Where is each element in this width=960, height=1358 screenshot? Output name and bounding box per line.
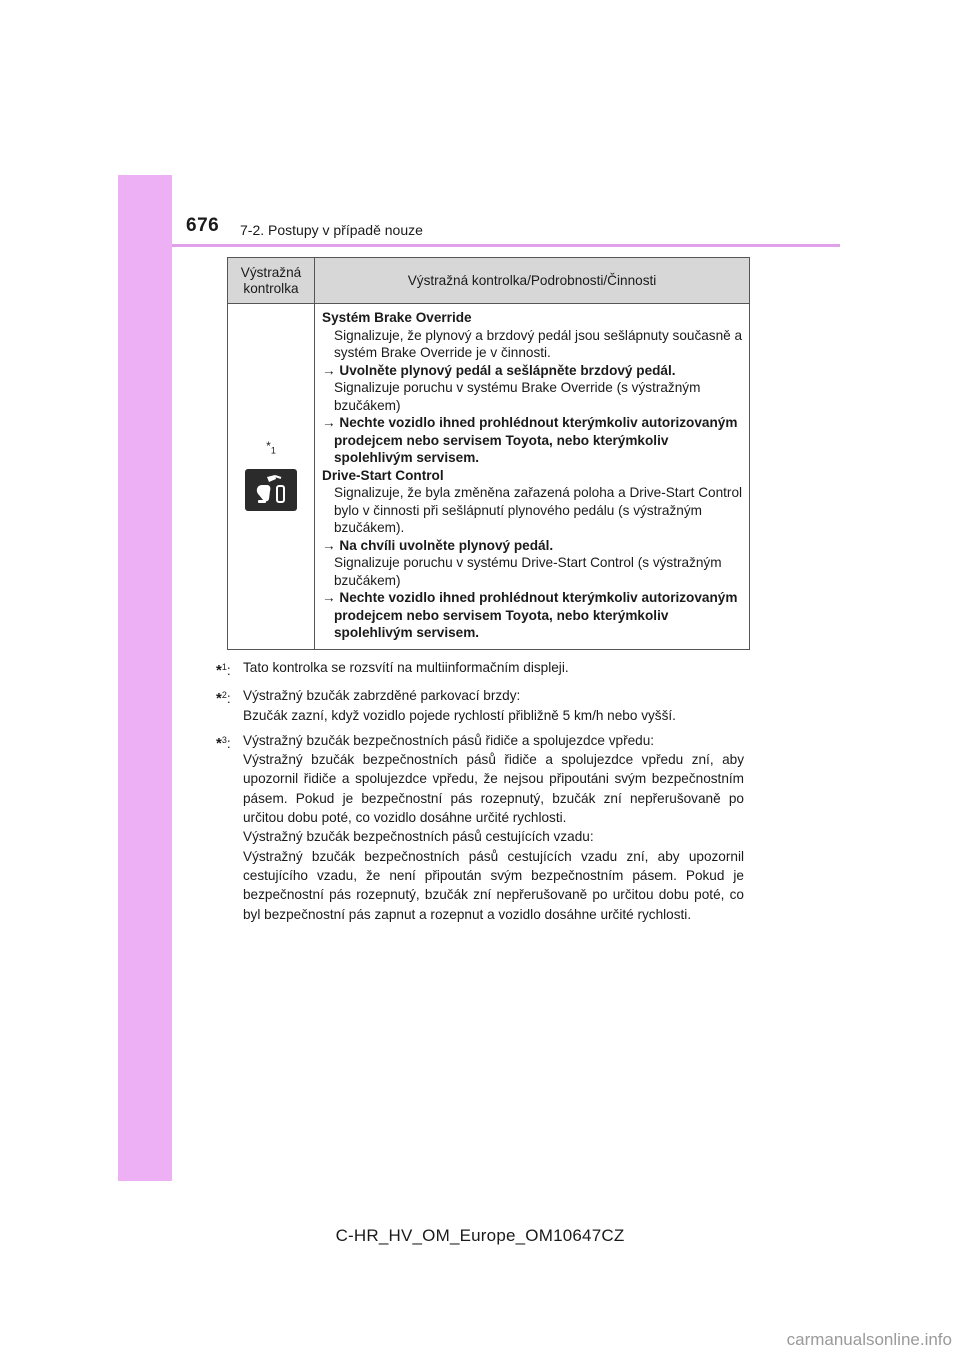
column-header-details: Výstražná kontrolka/Podrobnosti/Činnosti: [315, 258, 750, 304]
footnote-text: Výstražný bzučák bezpečnostních pásů cestujících vzadu zní, aby upozornil cestujícího vzadu, že není připoután svým bezpečnostním pásem. Pokud je bezpečnostní pás rozepnutý, bzučák zní nepřerušovaně po určitou dobu poté, co byl bezpečnostní pás zapnut a rozepnut a vozidlo dosáhne určité rychlosti.: [243, 848, 744, 922]
brake-override-warning-icon: [245, 469, 297, 511]
header-rule: [172, 244, 840, 247]
details-cell: [315, 304, 750, 650]
footnote-text: Tato kontrolka se rozsvítí na multiinformačním displeji.: [243, 660, 569, 675]
block-text: Signalizuje, že byla změněna zařazená poloha a Drive-Start Control bylo v činnosti při sešlápnutí plynového pedálu (s výstražným bzučákem).: [334, 485, 743, 535]
section-title: 7-2. Postupy v případě nouze: [240, 222, 423, 238]
warning-light-cell: [228, 304, 315, 650]
footnotes: [216, 658, 744, 930]
footnote-2: *$^2$: Výstražný bzučák zabrzděné parkovací brzdy: Bzučák zazní, když vozidlo pojede rychlostí přibližně 5 km/h nebo vyšší.: [216, 686, 744, 725]
block-title-drive-start-control: Drive-Start Control: [322, 467, 444, 483]
column-header-light: Výstražná kontrolka: [228, 258, 315, 304]
document-code: C-HR_HV_OM_Europe_OM10647CZ: [335, 1226, 625, 1245]
block-text: Signalizuje poruchu v systému Drive-Start Control (s výstražným bzučákem): [334, 555, 722, 588]
icon-footnote-ref: $*_1$: [266, 438, 276, 455]
page-number: 676: [186, 215, 220, 236]
footnote-text: Výstražný bzučák zabrzděné parkovací brzdy:: [243, 688, 521, 704]
warning-light-table: [227, 257, 750, 650]
block-title-brake-override: Systém Brake Override: [322, 310, 472, 325]
action-line: → Na chvíli uvolněte plynový pedál.: [322, 537, 554, 553]
action-line: → Nechte vozidlo ihned prohlédnout kterýmkoliv autorizovaným prodejcem nebo servisem Toyota, nebo kterýmkoliv spolehlivým servisem.: [322, 415, 738, 465]
table-row: [228, 304, 750, 650]
footnote-text: Výstražný bzučák bezpečnostních pásů cestujících vzadu:: [243, 829, 594, 845]
side-color-band: [118, 175, 172, 1181]
action-line: → Uvolněte plynový pedál a sešlápněte brzdový pedál.: [322, 362, 676, 378]
footnote-text: Výstražný bzučák bezpečnostních pásů řidiče a spolujezdce vpředu:: [243, 732, 655, 748]
watermark: carmanualsonline.info: [786, 1330, 952, 1349]
block-text: Signalizuje poruchu v systému Brake Override (s výstražným bzučákem): [334, 380, 701, 413]
footnote-text: Bzučák zazní, když vozidlo pojede rychlostí přibližně 5 km/h nebo vyšší.: [243, 707, 676, 723]
footnote-3: *$^3$: Výstražný bzučák bezpečnostních pásů řidiče a spolujezdce vpředu: Výstražný bzučák bezpečnostních pásů řidiče a spolujezdce vpředu zní, aby upozornil řidiče a spolujezdce vpředu, že nejsou připoutáni svým bezpečnostním pásem. Pokud je bezpečnostní pás rozepnutý, bzučák zní nepřerušovaně po určitou dobu poté, co vozidlo dosáhne určité rychlosti. Výstražný bzučák bezpečnostních pásů cestujících vzadu: Výstražný bzučák bezpečnostních pásů cestujících vzadu zní, aby upozornil cestujícího vzadu, že není připoután svým bezpečnostním pásem. Pokud je bezpečnostní pás rozepnutý, bzučák zní nepřerušovaně po určitou dobu poté, co byl bezpečnostní pás zapnut a rozepnut a vozidlo dosáhne určité rychlosti.: [216, 731, 744, 924]
footnote-text: Výstražný bzučák bezpečnostních pásů řidiče a spolujezdce vpředu zní, aby upozornil řidiče a spolujezdce vpředu, že nejsou připoutáni svým bezpečnostním pásem. Pokud je bezpečnostní pás rozepnutý, bzučák zní nepřerušovaně po určitou dobu poté, co vozidlo dosáhne určité rychlosti.: [243, 752, 744, 826]
footnote-1: *$^1$: Tato kontrolka se rozsvítí na multiinformačním displeji.: [216, 658, 744, 680]
block-text: Signalizuje, že plynový a brzdový pedál jsou sešlápnuty současně a systém Brake Override je v činnosti.: [334, 327, 743, 360]
action-line: → Nechte vozidlo ihned prohlédnout kterýmkoliv autorizovaným prodejcem nebo servisem Toyota, nebo kterýmkoliv spolehlivým servisem.: [322, 590, 738, 640]
table-header-row: [228, 258, 750, 304]
